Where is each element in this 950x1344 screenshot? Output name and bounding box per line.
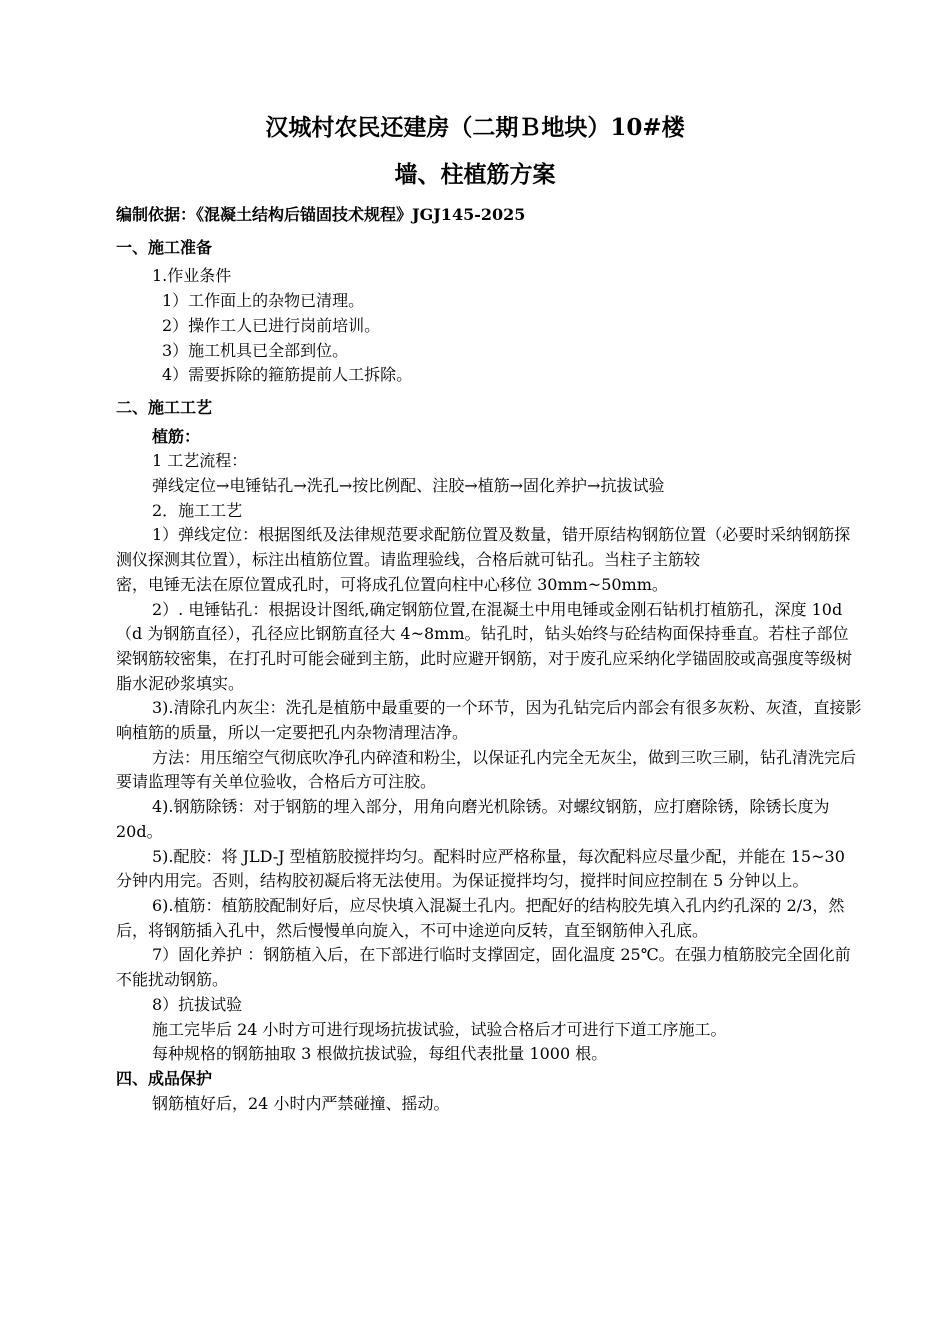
step-3-paragraph: 3).清除孔内灰尘：洗孔是植筋中最重要的一个环节，因为孔钻完后内部会有很多灰粉、灰渣，直接影响植筋的质量，所以一定要把孔内杂物清理洁净。 <box>116 698 862 743</box>
list-item: 2）操作工人已进行岗前培训。 <box>162 315 381 335</box>
step-8-text-a: 施工完毕后 24 小时方可进行现场抗拔试验，试验合格后才可进行下道工序施工。 <box>152 1019 727 1039</box>
step-1-continuation: 密，电锤无法在原位置成孔时，可将成孔位置向柱中心移位 30mm~50mm。 <box>116 574 668 594</box>
list-item: 4）需要拆除的箍筋提前人工拆除。 <box>162 365 413 385</box>
list-item: 1）工作面上的杂物已清理。 <box>162 291 365 311</box>
protection-text: 钢筋植好后，24 小时内严禁碰撞、摇动。 <box>152 1093 450 1113</box>
step-2-paragraph: 2）. 电锤钻孔：根据设计图纸,确定钢筋位置,在混凝土中用电锤或金刚石钻机打植筋孔，深度 10d（d 为钢筋直径），孔径应比钢筋直径大 4~8mm。钻孔时，钻头始终与砼结构面保持垂直。若柱子部位梁钢筋较密集，在打孔时可能会碰到主筋，此时应避开钢筋，对于废孔应采纳化学锚固胶或高强度等级树脂水泥砂浆填实。 <box>116 599 853 693</box>
step-8-title: 8）抗拔试验 <box>152 994 243 1014</box>
step-1-paragraph: 1）弹线定位：根据图纸及法律规范要求配筋位置及数量，错开原结构钢筋位置（必要时采纳钢筋探测仪探测其位置），标注出植筋位置。请监理验线，合格后就可钻孔。当柱子主筋较 <box>116 525 851 570</box>
list-item: 3）施工机具已全部到位。 <box>162 340 349 360</box>
step-6-paragraph: 6).植筋：植筋胶配制好后，应尽快填入混凝土孔内。把配好的结构胶先填入孔内约孔深的 2/3，然后，将钢筋插入孔中，然后慢慢单向旋入，不可中途逆向反转，直至钢筋伸入孔底。 <box>116 895 845 940</box>
compilation-basis: 编制依据：《混凝土结构后锚固技术规程》JGJ145-2025 <box>116 205 526 224</box>
section-heading-preparation: 一、施工准备 <box>116 237 213 257</box>
document-subtitle: 墙、柱植筋方案 <box>394 161 556 188</box>
rebar-planting-label: 植筋： <box>152 426 201 446</box>
process-flow: 弹线定位→电锤钻孔→洗孔→按比例配、注胶→植筋→固化养护→抗拔试验 <box>152 476 665 496</box>
document-body <box>116 203 864 1116</box>
flow-title: 1 工艺流程： <box>152 451 248 471</box>
section-heading-process: 二、施工工艺 <box>116 397 213 417</box>
step-4-paragraph: 4).钢筋除锈：对于钢筋的埋入部分，用角向磨光机除锈。对螺纹钢筋，应打磨除锈，除锈长度为 20d。 <box>116 797 830 841</box>
document-title: 汉城村农民还建房（二期Ｂ地块）10#楼 <box>265 114 685 141</box>
step-8-text-b: 每种规格的钢筋抽取 3 根做抗拔试验，每组代表批量 1000 根。 <box>152 1044 608 1064</box>
section-heading-protection: 四、成品保护 <box>116 1068 213 1088</box>
work-conditions-title: 1.作业条件 <box>152 266 232 286</box>
step-7-paragraph: 7）固化养护 ：钢筋植入后，在下部进行临时支撑固定，固化温度 25℃。在强力植筋胶完全固化前不能扰动钢筋。 <box>116 945 851 990</box>
step-5-paragraph: 5).配胶：将 JLD-J 型植筋胶搅拌均匀。配料时应严格称量，每次配料应尽量少配，并能在 15~30 分钟内用完。否则，结构胶初凝后将无法使用。为保证搅拌均匀，搅拌时间应控制在 5 分钟以上。 <box>116 846 845 891</box>
step-3-method: 方法：用压缩空气彻底吹净孔内碎渣和粉尘，以保证孔内完全无灰尘，做到三吹三刷，钻孔清洗完后要请监理等有关单位验收，合格后方可注胶。 <box>116 747 857 792</box>
process-title: 2．施工工艺 <box>152 500 243 520</box>
